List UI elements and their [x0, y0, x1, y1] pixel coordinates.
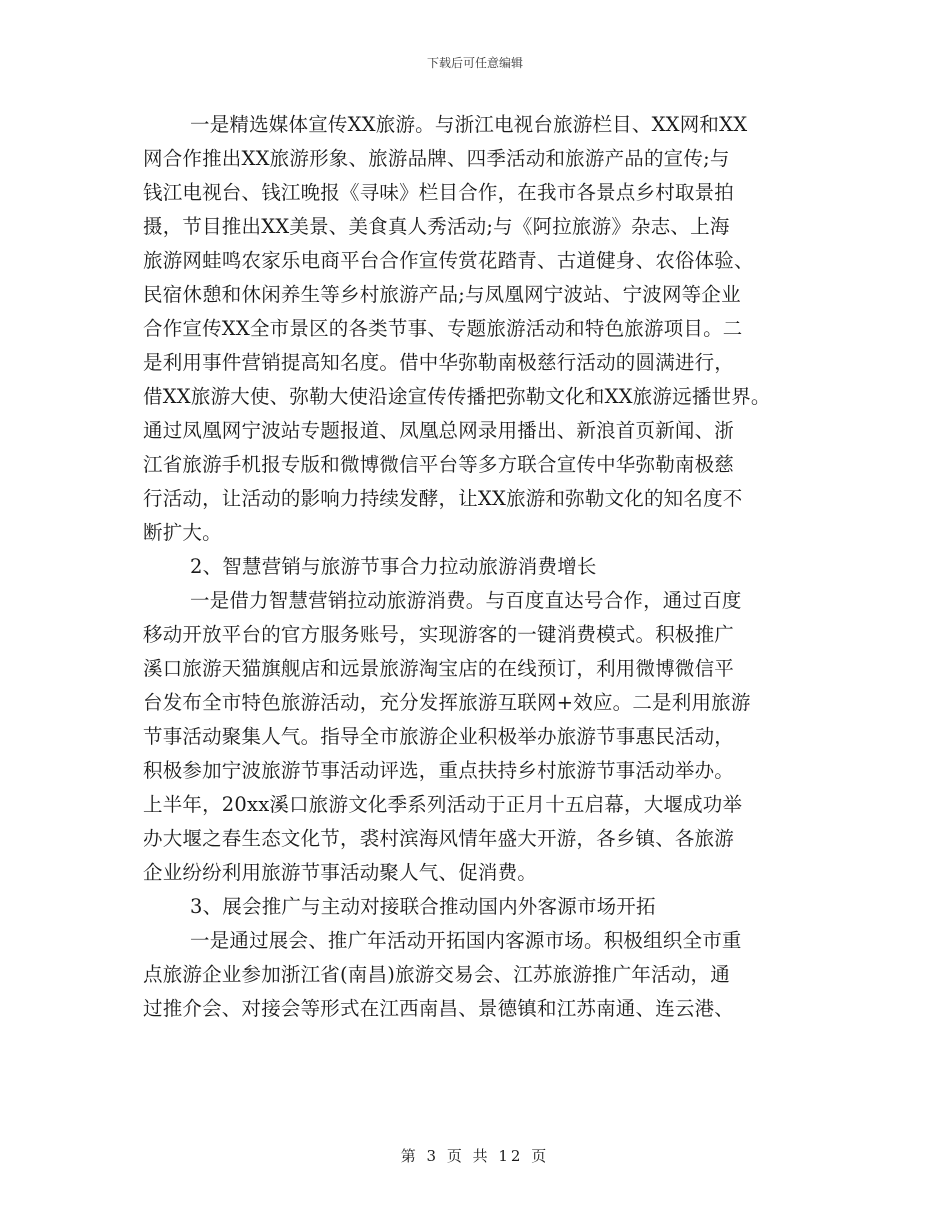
text-line: 过推介会、对接会等形式在江西南昌、景德镇和江苏南通、连云港、 — [143, 997, 735, 1020]
text-line: 旅游网蛙鸣农家乐电商平台合作宣传赏花踏青、古道健身、农俗体验、 — [143, 249, 754, 272]
text-line: 摄，节目推出XX美景、美食真人秀活动;与《阿拉旅游》杂志、上海 — [143, 215, 730, 238]
text-line: 断扩大。 — [143, 521, 222, 544]
section-heading: 2、智慧营销与旅游节事合力拉动旅游消费增长 — [190, 555, 597, 578]
text-line: 借XX旅游大使、弥勒大使沿途宣传传播把弥勒文化和XX旅游远播世界。 — [143, 385, 771, 408]
text-line: 钱江电视台、钱江晚报《寻味》栏目合作，在我市各景点乡村取景拍 — [143, 181, 735, 204]
text-line: 办大堰之春生态文化节，裘村滨海风情年盛大开游，各乡镇、各旅游 — [143, 827, 735, 850]
text-line: 节事活动聚集人气。指导全市旅游企业积极举办旅游节事惠民活动， — [143, 725, 735, 748]
text-line: 一是精选媒体宣传XX旅游。与浙江电视台旅游栏目、XX网和XX — [190, 113, 748, 136]
text-line: 网合作推出XX旅游形象、旅游品牌、四季活动和旅游产品的宣传;与 — [143, 147, 730, 170]
text-line: 企业纷纷利用旅游节事活动聚人气、促消费。 — [143, 861, 538, 884]
text-line: 移动开放平台的官方服务账号，实现游客的一键消费模式。积极推广 — [143, 623, 735, 646]
text-line: 行活动，让活动的影响力持续发酵，让XX旅游和弥勒文化的知名度不 — [143, 487, 743, 510]
text-line: 点旅游企业参加浙江省(南昌)旅游交易会、江苏旅游推广年活动，通 — [143, 963, 730, 986]
text-line: 积极参加宁波旅游节事活动评选，重点扶持乡村旅游节事活动举办。 — [143, 759, 735, 782]
text-line: 一是通过展会、推广年活动开拓国内客源市场。积极组织全市重 — [190, 929, 742, 952]
text-line: 民宿休憩和休闲养生等乡村旅游产品;与凤凰网宁波站、宁波网等企业 — [143, 283, 741, 306]
text-line: 通过凤凰网宁波站专题报道、凤凰总网录用播出、新浪首页新闻、浙 — [143, 419, 735, 442]
text-line: 溪口旅游天猫旗舰店和远景旅游淘宝店的在线预订，利用微博微信平 — [143, 657, 735, 680]
text-line: 一是借力智慧营销拉动旅游消费。与百度直达号合作，通过百度 — [190, 589, 742, 612]
text-line: 江省旅游手机报专版和微博微信平台等多方联合宣传中华弥勒南极慈 — [143, 453, 735, 476]
text-line: 上半年，20xx溪口旅游文化季系列活动于正月十五启幕，大堰成功举 — [143, 793, 743, 816]
section-heading: 3、展会推广与主动对接联合推动国内外客源市场开拓 — [190, 895, 656, 918]
page-footer: 第 3 页 共 12 页 — [400, 1147, 550, 1165]
page-header: 下载后可任意编辑 — [426, 56, 523, 70]
text-line: 台发布全市特色旅游活动，充分发挥旅游互联网+效应。二是利用旅游 — [143, 691, 751, 714]
text-line: 是利用事件营销提高知名度。借中华弥勒南极慈行活动的圆满进行， — [143, 351, 735, 374]
text-line: 合作宣传XX全市景区的各类节事、专题旅游活动和特色旅游项目。二 — [143, 317, 743, 340]
